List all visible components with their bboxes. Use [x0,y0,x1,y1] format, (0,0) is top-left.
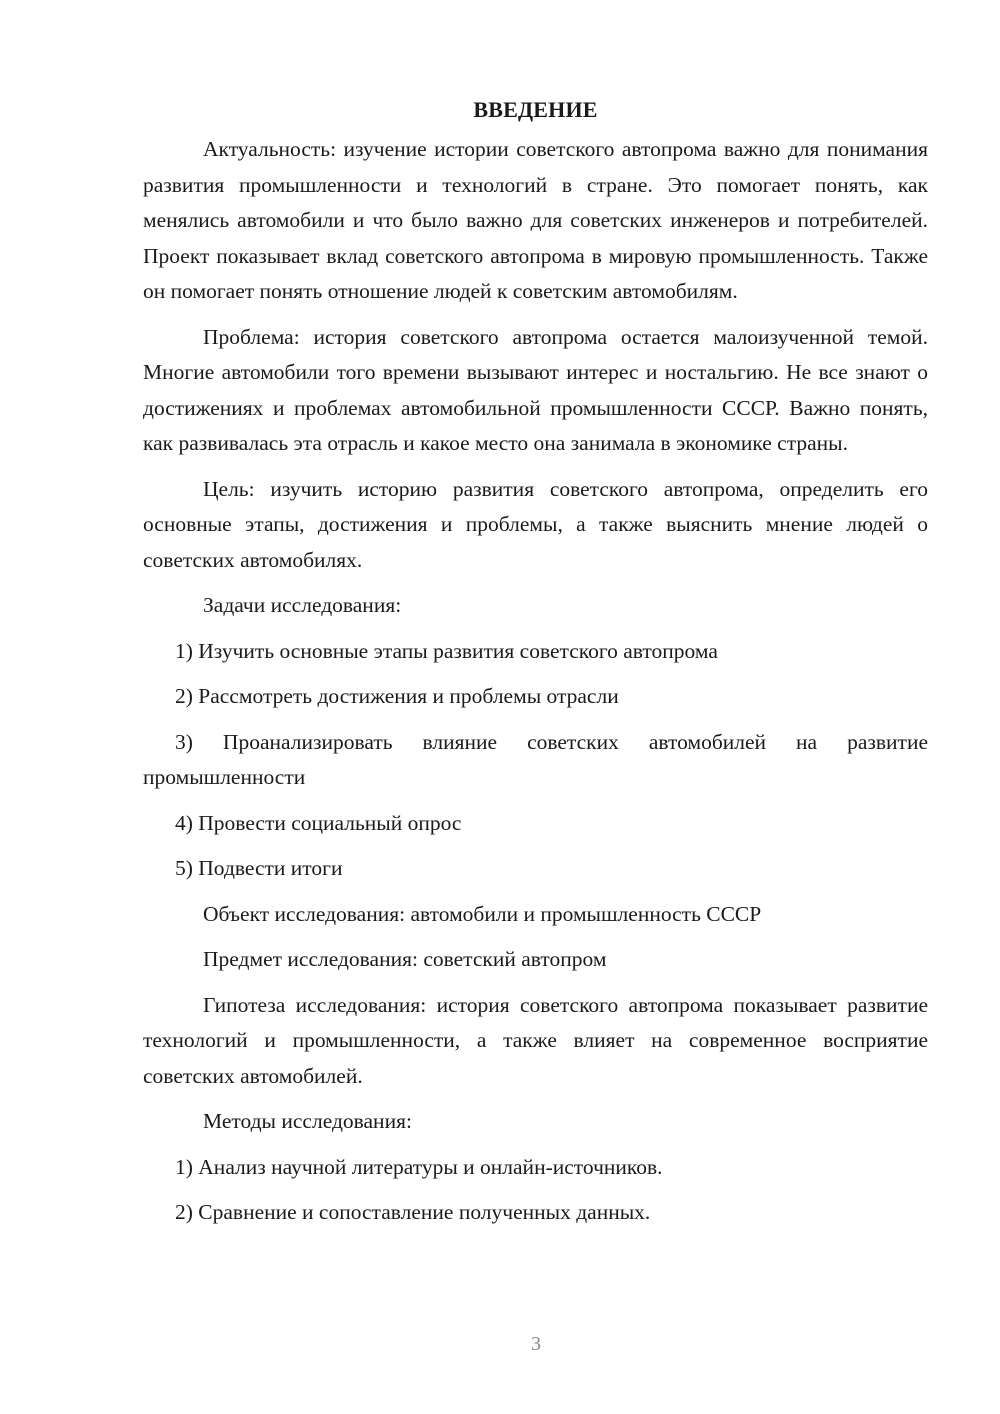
research-object: Объект исследования: автомобили и промышленность СССР [203,901,762,926]
methods-title: Методы исследования: [203,1109,412,1133]
task-item: 3) Проанализировать влияние советских автомобилей на развитие промышленности [143,729,928,789]
page-number: 3 [531,1333,541,1355]
task-item: 4) Провести социальный опрос [175,810,462,835]
section-heading: ВВЕДЕНИЕ [473,97,598,122]
task-item: 1) Изучить основные этапы развития советского автопрома [175,638,718,663]
goal-paragraph: Цель: изучить историю развития советского автопрома, определить его основные этапы, достижения и проблемы, а также выяснить мнение людей о советских автомобилях. [143,476,928,572]
method-item: 1) Анализ научной литературы и онлайн-источников. [175,1154,663,1179]
hypothesis-paragraph: Гипотеза исследования: история советского автопрома показывает развитие технологий и промышленности, а также влияет на современное восприятие советских автомобилей. [143,992,928,1088]
page-content [143,92,928,1241]
relevance-paragraph: Актуальность: изучение истории советского автопрома важно для понимания развития промышленности и технологий в стране. Это помогает понять, как менялись автомобили и что было важно для советских инженеров и потребителей. Проект показывает вклад советского автопрома в мировую промышленность. Также он помогает понять отношение людей к советским автомобилям. [143,137,928,303]
method-item: 2) Сравнение и сопоставление полученных данных. [175,1200,651,1224]
problem-paragraph: Проблема: история советского автопрома остается малоизученной темой. Многие автомобили того времени вызывают интерес и ностальгию. Не все знают о достижениях и проблемах автомобильной промышленности СССР. Важно понять, как развивалась эта отрасль и какое место она занимала в экономике страны. [143,324,928,455]
tasks-title: Задачи исследования: [203,593,402,617]
research-subject: Предмет исследования: советский автопром [203,947,607,971]
task-item: 2) Рассмотреть достижения и проблемы отрасли [175,684,619,708]
task-item: 5) Подвести итоги [175,856,343,880]
